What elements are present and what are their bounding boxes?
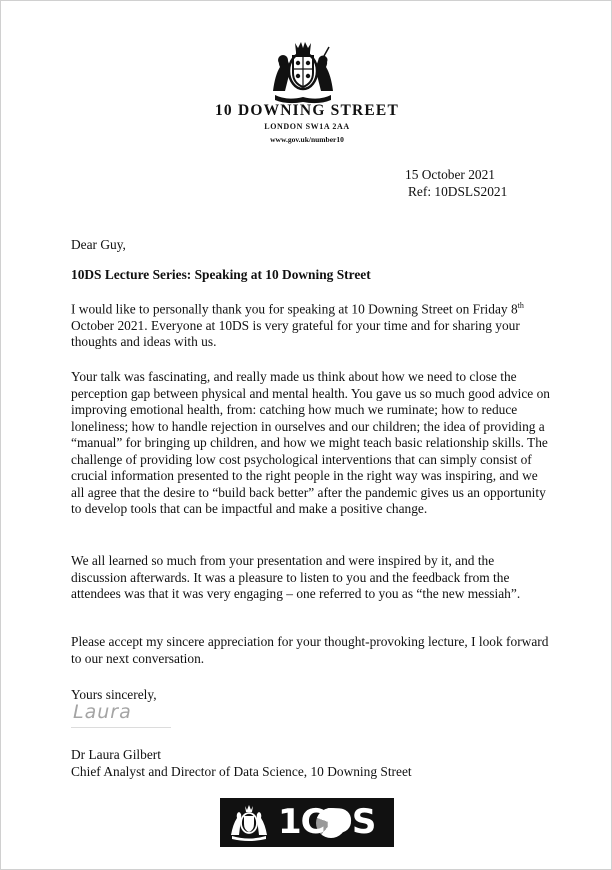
paragraph-appreciation: Please accept my sincere appreciation for your thought-provoking lecture, I look forward to our next conversation. bbox=[71, 634, 549, 666]
footer-logo-text: 1CDS bbox=[278, 802, 376, 842]
letter-reference: Ref: 10DSLS2021 bbox=[408, 184, 508, 199]
ordinal-suffix: th bbox=[517, 301, 524, 310]
handwritten-signature: Laura bbox=[73, 701, 132, 723]
subject-line: 10DS Lecture Series: Speaking at 10 Downing Street bbox=[71, 267, 371, 282]
closing: Yours sincerely, bbox=[71, 687, 157, 702]
signer-name: Dr Laura Gilbert bbox=[71, 747, 161, 762]
10ds-logo bbox=[220, 798, 394, 847]
paragraph-thanks bbox=[71, 298, 551, 351]
salutation: Dear Guy, bbox=[71, 237, 126, 252]
royal-coat-of-arms-icon bbox=[267, 39, 339, 105]
paragraph-thanks-end: October 2021. Everyone at 10DS is very grateful for your time and for sharing your thoughts and ideas with us. bbox=[71, 317, 520, 350]
footer-crest-icon bbox=[228, 804, 270, 841]
paragraph-thanks-start: I would like to personally thank you for speaking at 10 Downing Street on Friday 8 bbox=[71, 301, 518, 317]
paragraph-talk-feedback: Your talk was fascinating, and really made us think about how we need to close the perception gap between physical and mental health. You gave us so much good advice on improving emotional health, from: catching how much we ruminate; how to reduce loneliness; how to handle rejection in ourselves and our children; the idea of providing a “manual” for bringing up children, and how we might teach basic relationship skills. The challenge of providing low cost psychological interventions that can simply consist of crucial information presented to the right people in the right way was inspiring, and we all agree that the desire to “build back better” after the pandemic gives us an opportunity to develop tools that can be impactful and make a positive change. bbox=[71, 369, 550, 516]
paragraph-presentation: We all learned so much from your presentation and were inspired by it, and the discussion afterwards. It was a pleasure to listen to you and the feedback from the attendees was that it was very engaging – one referred to you as “the new messiah”. bbox=[71, 553, 521, 601]
letterhead-website: www.gov.uk/number10 bbox=[270, 135, 344, 144]
signer-title: Chief Analyst and Director of Data Science, 10 Downing Street bbox=[71, 764, 412, 779]
signature-line bbox=[71, 727, 171, 728]
letterhead-title: 10 DOWNING STREET bbox=[214, 102, 400, 119]
letterhead-address: LONDON SW1A 2AA bbox=[264, 122, 350, 131]
letter-date: 15 October 2021 bbox=[405, 167, 495, 182]
